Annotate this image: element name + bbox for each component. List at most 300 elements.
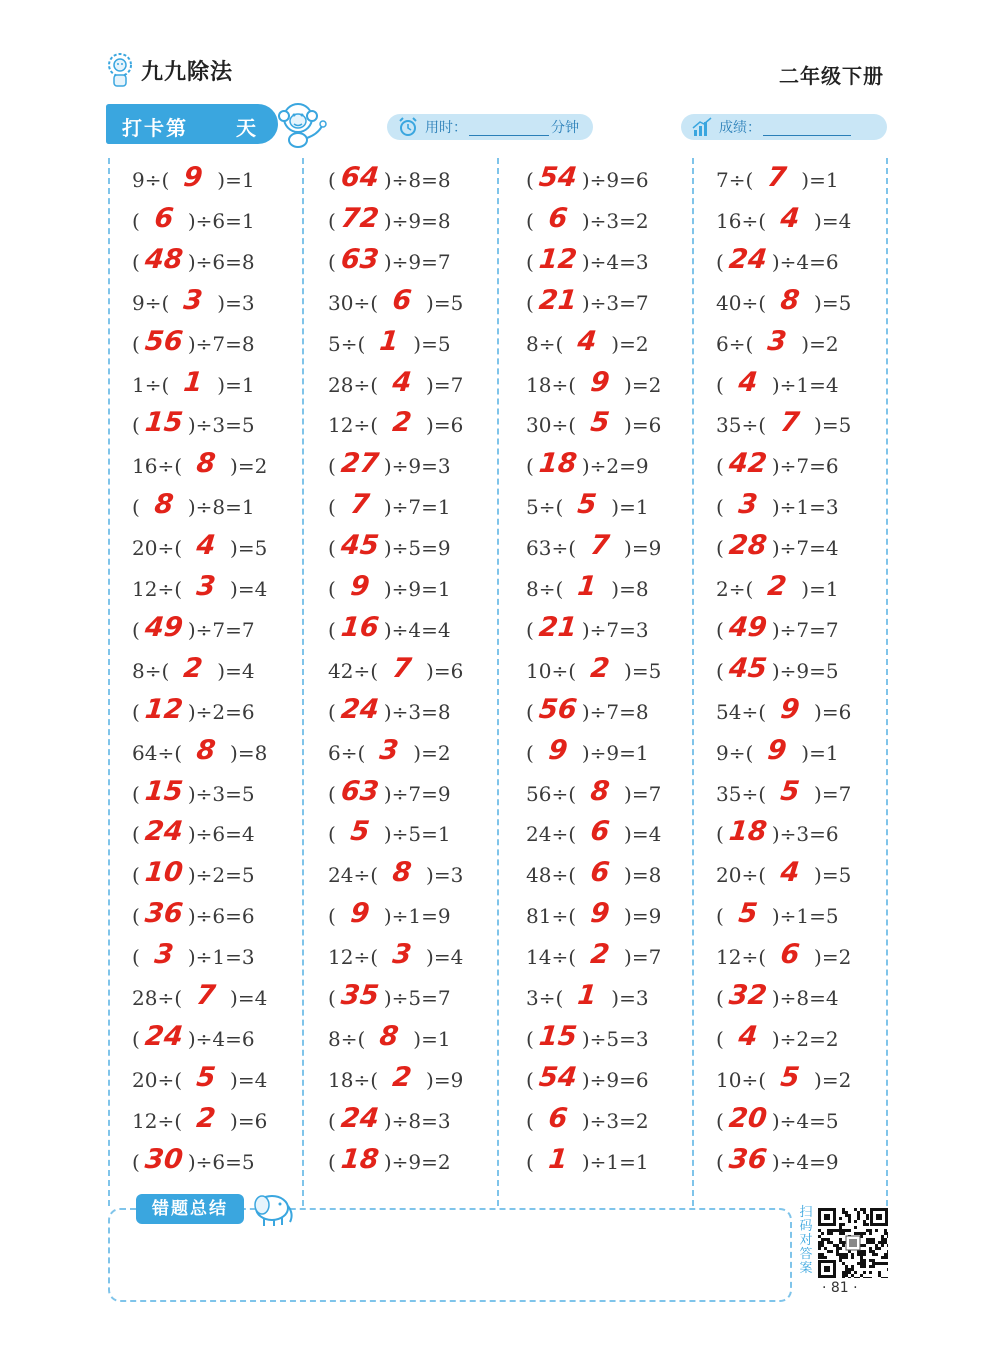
problem-suffix: )=5 — [413, 331, 451, 356]
handwritten-answer[interactable]: 32 — [727, 980, 769, 1011]
problem-prefix: ( — [132, 331, 140, 356]
problem-suffix: )=6 — [426, 413, 464, 438]
problem-prefix: ( — [716, 1149, 724, 1174]
problem-suffix: )=9 — [426, 1067, 464, 1092]
handwritten-answer[interactable]: 6 — [390, 284, 414, 316]
problem-suffix: )=6 — [426, 658, 464, 683]
problem-prefix: ( — [716, 372, 724, 397]
handwritten-answer[interactable]: 21 — [537, 284, 579, 316]
handwritten-answer[interactable]: 7 — [390, 652, 414, 684]
problem-prefix: 18÷( — [526, 372, 577, 397]
problem-prefix: 20÷( — [132, 1067, 183, 1092]
wrong-summary-label: 错题总结 — [136, 1194, 244, 1224]
problem-suffix: )÷3=6 — [771, 822, 839, 847]
problem-prefix: ( — [328, 536, 336, 561]
problem-suffix: )÷3=7 — [581, 290, 649, 315]
problem-suffix: )÷4=6 — [771, 249, 839, 274]
problem-prefix: 35÷( — [716, 413, 767, 438]
problem-prefix: 12÷( — [716, 945, 767, 970]
scan-answers-label: 扫码对答案 — [799, 1205, 813, 1276]
handwritten-answer[interactable]: 3 — [182, 284, 205, 316]
column-border-right — [886, 158, 888, 1206]
problem-suffix: )÷6=8 — [187, 249, 255, 274]
problem-prefix: ( — [526, 168, 534, 192]
problem-prefix: ( — [328, 822, 336, 847]
problem-prefix: 3÷( — [526, 986, 564, 1010]
problem-suffix: )÷9=1 — [581, 740, 649, 765]
handwritten-answer[interactable]: 8 — [390, 857, 414, 889]
handwritten-answer[interactable]: 56 — [537, 693, 579, 725]
problem-suffix: )=4 — [814, 208, 852, 233]
problem-suffix: )=1 — [413, 1026, 451, 1051]
problem-prefix: ( — [328, 249, 336, 274]
handwritten-answer[interactable]: 24 — [143, 1020, 185, 1052]
score-label: 成绩： — [719, 120, 761, 136]
handwritten-answer[interactable]: 2 — [194, 1102, 218, 1134]
problem-suffix: )÷8=1 — [187, 495, 255, 520]
problem-suffix: )÷6=5 — [187, 1149, 255, 1174]
problem-prefix: 5÷( — [526, 495, 564, 520]
problem-prefix: 14÷( — [526, 945, 577, 970]
handwritten-answer[interactable]: 49 — [727, 611, 769, 643]
alarm-clock-icon — [397, 116, 419, 138]
problem-prefix: ( — [328, 904, 336, 929]
handwritten-answer[interactable]: 4 — [576, 325, 599, 357]
handwritten-answer[interactable]: 3 — [766, 325, 789, 357]
handwritten-answer[interactable]: 9 — [348, 898, 371, 930]
problem-prefix: ( — [328, 577, 336, 601]
handwritten-answer[interactable]: 45 — [727, 652, 769, 684]
problem-suffix: )=4 — [230, 1067, 268, 1092]
handwritten-answer[interactable]: 48 — [143, 243, 185, 275]
handwritten-answer[interactable]: 21 — [537, 611, 579, 643]
handwritten-answer[interactable]: 9 — [546, 734, 569, 766]
problem-prefix: ( — [132, 1026, 140, 1051]
problem-prefix: ( — [328, 495, 336, 520]
problem-suffix: )÷9=7 — [383, 249, 451, 274]
handwritten-answer[interactable]: 4 — [390, 366, 414, 398]
problem-prefix: 8÷( — [526, 577, 564, 601]
handwritten-answer[interactable]: 4 — [778, 202, 802, 234]
problem-prefix: ( — [716, 1026, 724, 1051]
handwritten-answer[interactable]: 1 — [378, 325, 401, 357]
handwritten-answer[interactable]: 63 — [339, 243, 381, 275]
problem-prefix: ( — [526, 617, 534, 642]
problem-suffix: )÷9=5 — [771, 658, 839, 683]
handwritten-answer[interactable]: 2 — [588, 939, 612, 971]
handwritten-answer[interactable]: 27 — [339, 448, 381, 480]
handwritten-answer[interactable]: 3 — [390, 939, 414, 971]
problem-suffix: )=8 — [230, 740, 268, 765]
problem-suffix: )÷4=6 — [187, 1026, 255, 1051]
problem-prefix: ( — [526, 740, 534, 765]
problem-suffix: )÷8=4 — [771, 986, 839, 1010]
handwritten-answer[interactable]: 6 — [152, 202, 175, 234]
problem-suffix: )÷6=1 — [187, 208, 255, 233]
problem-prefix: 2÷( — [716, 577, 754, 601]
problem-suffix: )=7 — [624, 781, 662, 806]
handwritten-answer[interactable]: 2 — [588, 652, 612, 684]
handwritten-answer[interactable]: 8 — [778, 284, 802, 316]
problem-prefix: ( — [526, 699, 534, 724]
time-label: 用时： — [425, 120, 467, 136]
problem-suffix: )÷7=7 — [771, 617, 839, 642]
problem-suffix: )÷9=1 — [383, 577, 451, 601]
problem-prefix: 8÷( — [132, 658, 170, 683]
problem-suffix: )÷2=2 — [771, 1026, 839, 1051]
problem-suffix: )=5 — [814, 413, 852, 438]
handwritten-answer[interactable]: 54 — [537, 162, 579, 193]
handwritten-answer[interactable]: 8 — [378, 1020, 401, 1052]
handwritten-answer[interactable]: 9 — [182, 162, 205, 193]
handwritten-answer[interactable]: 24 — [727, 243, 769, 275]
problem-prefix: ( — [132, 781, 140, 806]
problem-prefix: 64÷( — [132, 740, 183, 765]
problem-prefix: 81÷( — [526, 904, 577, 929]
checkin-label: 打卡第 — [122, 116, 188, 140]
problem-suffix: )=8 — [624, 863, 662, 888]
problem-suffix: )=7 — [426, 372, 464, 397]
problem-suffix: )=1 — [611, 495, 649, 520]
book-title: 九九除法 — [141, 59, 234, 85]
problem-prefix: ( — [328, 1149, 336, 1174]
handwritten-answer[interactable]: 4 — [736, 366, 759, 398]
problem-prefix: 10÷( — [526, 658, 577, 683]
problem-prefix: ( — [132, 617, 140, 642]
problem-suffix: )÷4=9 — [771, 1149, 839, 1174]
handwritten-answer[interactable]: 6 — [546, 1102, 569, 1134]
problem-suffix: )=6 — [814, 699, 852, 724]
handwritten-answer[interactable]: 35 — [339, 980, 381, 1011]
handwritten-answer[interactable]: 4 — [736, 1020, 759, 1052]
handwritten-answer[interactable]: 18 — [537, 448, 579, 480]
handwritten-answer[interactable]: 9 — [348, 571, 371, 602]
problem-suffix: )÷3=5 — [187, 413, 255, 438]
handwritten-answer[interactable]: 9 — [588, 366, 612, 398]
handwritten-answer[interactable]: 2 — [182, 652, 205, 684]
problem-prefix: 5÷( — [328, 331, 366, 356]
problem-suffix: )÷2=5 — [187, 863, 255, 888]
column-separator — [497, 158, 499, 1206]
problem-prefix: 30÷( — [328, 290, 379, 315]
problem-prefix: ( — [132, 1149, 140, 1174]
qr-code-icon[interactable] — [818, 1208, 888, 1278]
problem-suffix: )=7 — [624, 945, 662, 970]
handwritten-answer[interactable]: 7 — [194, 980, 218, 1011]
handwritten-answer[interactable]: 6 — [546, 202, 569, 234]
problem-suffix: )=1 — [801, 577, 839, 601]
handwritten-answer[interactable]: 12 — [537, 243, 579, 275]
problem-suffix: )÷7=4 — [771, 536, 839, 561]
problem-suffix: )÷7=8 — [187, 331, 255, 356]
handwritten-answer[interactable]: 20 — [727, 1102, 769, 1134]
page-number: · 81 · — [822, 1280, 858, 1296]
problem-prefix: 6÷( — [716, 331, 754, 356]
problem-suffix: )÷1=1 — [581, 1149, 649, 1174]
problem-suffix: )=1 — [217, 168, 255, 192]
problem-suffix: )=5 — [230, 536, 268, 561]
problem-suffix: )÷9=6 — [581, 168, 649, 192]
problem-suffix: )÷8=8 — [383, 168, 451, 192]
problem-suffix: )=3 — [611, 986, 649, 1010]
problem-prefix: 16÷( — [716, 208, 767, 233]
problem-suffix: )=1 — [801, 168, 839, 192]
problem-prefix: ( — [328, 168, 336, 192]
problem-prefix: ( — [132, 413, 140, 438]
problem-suffix: )÷5=3 — [581, 1026, 649, 1051]
problem-suffix: )=8 — [611, 577, 649, 601]
handwritten-answer[interactable]: 8 — [152, 489, 175, 521]
problem-suffix: )=2 — [814, 1067, 852, 1092]
problem-prefix: 9÷( — [132, 168, 170, 192]
handwritten-answer[interactable]: 15 — [143, 775, 185, 807]
handwritten-answer[interactable]: 45 — [339, 530, 381, 562]
handwritten-answer[interactable]: 4 — [194, 530, 218, 562]
handwritten-answer[interactable]: 9 — [778, 693, 802, 725]
problem-prefix: ( — [526, 249, 534, 274]
handwritten-answer[interactable]: 5 — [194, 1061, 218, 1093]
problem-suffix: )÷4=5 — [771, 1108, 839, 1133]
problem-prefix: ( — [132, 495, 140, 520]
handwritten-answer[interactable]: 1 — [576, 571, 599, 602]
handwritten-answer[interactable]: 3 — [194, 571, 218, 602]
handwritten-answer[interactable]: 8 — [588, 775, 612, 807]
problem-suffix: )÷3=2 — [581, 1108, 649, 1133]
problem-suffix: )÷9=8 — [383, 208, 451, 233]
handwritten-answer[interactable]: 5 — [778, 775, 802, 807]
problem-suffix: )=3 — [426, 863, 464, 888]
handwritten-answer[interactable]: 24 — [339, 693, 381, 725]
handwritten-answer[interactable]: 6 — [588, 816, 612, 848]
problem-prefix: ( — [526, 1108, 534, 1133]
handwritten-answer[interactable]: 49 — [143, 611, 185, 643]
handwritten-answer[interactable]: 7 — [588, 530, 612, 562]
handwritten-answer[interactable]: 72 — [339, 202, 381, 234]
problem-prefix: ( — [132, 945, 140, 970]
problem-suffix: )÷1=4 — [771, 372, 839, 397]
time-unit: 分钟 — [551, 120, 579, 136]
handwritten-answer[interactable]: 24 — [339, 1102, 381, 1134]
problem-prefix: 28÷( — [132, 986, 183, 1010]
problem-prefix: ( — [132, 208, 140, 233]
handwritten-answer[interactable]: 42 — [727, 448, 769, 480]
problem-suffix: )=5 — [814, 290, 852, 315]
problem-suffix: )÷7=1 — [383, 495, 451, 520]
problem-suffix: )÷7=7 — [187, 617, 255, 642]
problem-suffix: )=2 — [230, 454, 268, 479]
problem-suffix: )=7 — [814, 781, 852, 806]
handwritten-answer[interactable]: 18 — [339, 1143, 381, 1175]
handwritten-answer[interactable]: 28 — [727, 530, 769, 562]
problem-prefix: ( — [328, 454, 336, 479]
problem-suffix: )=4 — [426, 945, 464, 970]
problem-prefix: 9÷( — [132, 290, 170, 315]
problem-suffix: )=3 — [217, 290, 255, 315]
problem-prefix: 12÷( — [328, 413, 379, 438]
handwritten-answer[interactable]: 30 — [143, 1143, 185, 1175]
problem-prefix: 20÷( — [132, 536, 183, 561]
handwritten-answer[interactable]: 8 — [194, 448, 218, 480]
problem-suffix: )=4 — [217, 658, 255, 683]
time-input[interactable] — [469, 119, 549, 136]
problem-prefix: ( — [716, 617, 724, 642]
lion-mascot-icon — [105, 52, 135, 88]
problem-prefix: 1÷( — [132, 372, 170, 397]
handwritten-answer[interactable]: 54 — [537, 1061, 579, 1093]
problem-suffix: )=2 — [801, 331, 839, 356]
problem-prefix: ( — [716, 249, 724, 274]
problem-suffix: )÷5=1 — [383, 822, 451, 847]
time-field — [387, 114, 593, 140]
handwritten-answer[interactable]: 10 — [143, 857, 185, 889]
problem-prefix: ( — [328, 699, 336, 724]
problem-prefix: ( — [526, 454, 534, 479]
problem-prefix: 9÷( — [716, 740, 754, 765]
problem-prefix: ( — [526, 208, 534, 233]
handwritten-answer[interactable]: 9 — [588, 898, 612, 930]
handwritten-answer[interactable]: 5 — [588, 407, 612, 439]
header-left — [105, 52, 233, 88]
problem-prefix: ( — [716, 536, 724, 561]
problem-prefix: 40÷( — [716, 290, 767, 315]
checkin-day-label: 天 — [236, 116, 256, 140]
handwritten-answer[interactable]: 5 — [736, 898, 759, 930]
problem-prefix: ( — [526, 290, 534, 315]
problem-prefix: ( — [716, 904, 724, 929]
handwritten-answer[interactable]: 6 — [778, 939, 802, 971]
handwritten-answer[interactable]: 1 — [182, 366, 205, 398]
problem-prefix: 16÷( — [132, 454, 183, 479]
handwritten-answer[interactable]: 36 — [727, 1143, 769, 1175]
problem-prefix: ( — [132, 249, 140, 274]
problem-suffix: )÷2=6 — [187, 699, 255, 724]
problem-prefix: ( — [328, 617, 336, 642]
problem-suffix: )=5 — [624, 658, 662, 683]
problem-prefix: ( — [132, 699, 140, 724]
checkin-banner — [106, 104, 278, 144]
problem-prefix: ( — [328, 208, 336, 233]
problem-suffix: )÷1=5 — [771, 904, 839, 929]
handwritten-answer[interactable]: 18 — [727, 816, 769, 848]
problem-prefix: 6÷( — [328, 740, 366, 765]
problem-prefix: 10÷( — [716, 1067, 767, 1092]
problem-prefix: ( — [716, 1108, 724, 1133]
handwritten-answer[interactable]: 5 — [778, 1061, 802, 1093]
handwritten-answer[interactable]: 2 — [766, 571, 789, 602]
problem-suffix: )÷1=9 — [383, 904, 451, 929]
problem-prefix: ( — [716, 986, 724, 1010]
handwritten-answer[interactable]: 7 — [778, 407, 802, 439]
grade-label: 二年级下册 — [779, 64, 884, 88]
problem-prefix: ( — [526, 1149, 534, 1174]
problem-suffix: )÷9=2 — [383, 1149, 451, 1174]
problem-prefix: ( — [526, 1026, 534, 1051]
problem-suffix: )=1 — [801, 740, 839, 765]
problem-suffix: )=6 — [230, 1108, 268, 1133]
problem-prefix: 12÷( — [132, 577, 183, 601]
problem-prefix: 20÷( — [716, 863, 767, 888]
handwritten-answer[interactable]: 2 — [390, 407, 414, 439]
problem-suffix: )÷8=3 — [383, 1108, 451, 1133]
handwritten-answer[interactable]: 5 — [348, 816, 371, 848]
problem-suffix: )÷3=2 — [581, 208, 649, 233]
problem-prefix: 18÷( — [328, 1067, 379, 1092]
handwritten-answer[interactable]: 9 — [766, 734, 789, 766]
handwritten-answer[interactable]: 15 — [143, 407, 185, 439]
handwritten-answer[interactable]: 3 — [152, 939, 175, 971]
problem-prefix: 24÷( — [328, 863, 379, 888]
problem-prefix: ( — [132, 863, 140, 888]
problem-suffix: )=6 — [624, 413, 662, 438]
problem-prefix: 28÷( — [328, 372, 379, 397]
problem-prefix: 8÷( — [526, 331, 564, 356]
handwritten-answer[interactable]: 36 — [143, 898, 185, 930]
problem-suffix: )=5 — [426, 290, 464, 315]
handwritten-answer[interactable]: 3 — [378, 734, 401, 766]
problem-prefix: 24÷( — [526, 822, 577, 847]
problem-suffix: )÷7=3 — [581, 617, 649, 642]
problem-prefix: ( — [328, 986, 336, 1010]
problem-prefix: ( — [526, 1067, 534, 1092]
problem-suffix: )÷9=6 — [581, 1067, 649, 1092]
score-field — [681, 114, 887, 140]
handwritten-answer[interactable]: 2 — [390, 1061, 414, 1093]
handwritten-answer[interactable]: 63 — [339, 775, 381, 807]
handwritten-answer[interactable]: 4 — [778, 857, 802, 889]
problem-suffix: )÷1=3 — [187, 945, 255, 970]
problem-prefix: 48÷( — [526, 863, 577, 888]
handwritten-answer[interactable]: 1 — [576, 980, 599, 1011]
problem-suffix: )=4 — [624, 822, 662, 847]
handwritten-answer[interactable]: 5 — [576, 489, 599, 521]
handwritten-answer[interactable]: 12 — [143, 693, 185, 725]
problem-suffix: )÷3=5 — [187, 781, 255, 806]
score-input[interactable] — [763, 119, 851, 136]
problem-suffix: )÷7=8 — [581, 699, 649, 724]
handwritten-answer[interactable]: 6 — [588, 857, 612, 889]
problem-suffix: )÷4=3 — [581, 249, 649, 274]
handwritten-answer[interactable]: 1 — [546, 1143, 569, 1175]
column-border-left — [108, 158, 110, 1206]
handwritten-answer[interactable]: 24 — [143, 816, 185, 848]
handwritten-answer[interactable]: 3 — [736, 489, 759, 521]
column-separator — [692, 158, 694, 1206]
problem-prefix: 12÷( — [328, 945, 379, 970]
problem-prefix: ( — [328, 781, 336, 806]
problem-prefix: ( — [716, 495, 724, 520]
problem-prefix: 35÷( — [716, 781, 767, 806]
handwritten-answer[interactable]: 7 — [348, 489, 371, 521]
problem-suffix: )÷5=9 — [383, 536, 451, 561]
handwritten-answer[interactable]: 64 — [339, 162, 381, 193]
elephant-mascot-icon — [246, 1188, 296, 1228]
column-separator — [302, 158, 304, 1206]
problem-suffix: )÷6=4 — [187, 822, 255, 847]
handwritten-answer[interactable]: 8 — [194, 734, 218, 766]
problem-suffix: )÷5=7 — [383, 986, 451, 1010]
problem-suffix: )=9 — [624, 536, 662, 561]
handwritten-answer[interactable]: 16 — [339, 611, 381, 643]
problem-prefix: ( — [132, 822, 140, 847]
problem-prefix: ( — [132, 904, 140, 929]
problem-prefix: ( — [328, 1108, 336, 1133]
handwritten-answer[interactable]: 7 — [766, 162, 789, 193]
problem-suffix: )÷1=3 — [771, 495, 839, 520]
handwritten-answer[interactable]: 15 — [537, 1020, 579, 1052]
problem-suffix: )÷7=9 — [383, 781, 451, 806]
problem-prefix: 54÷( — [716, 699, 767, 724]
handwritten-answer[interactable]: 56 — [143, 325, 185, 357]
